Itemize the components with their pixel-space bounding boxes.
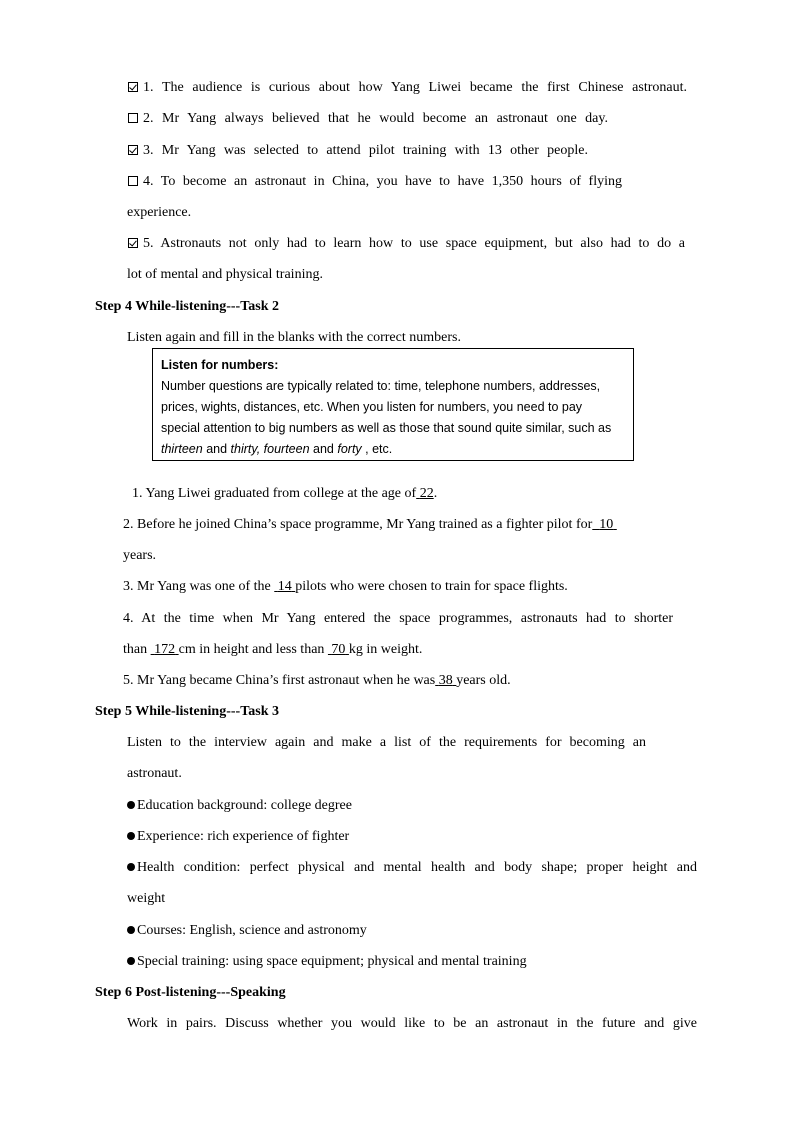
bullet-icon: [127, 863, 135, 871]
checked-box-icon[interactable]: [128, 145, 138, 155]
question-1: 1. Yang Liwei graduated from college at the age of 22.: [132, 486, 438, 501]
requirement-item: Health condition: perfect physical and mental health and body shape; proper height and: [127, 859, 697, 877]
tip-line-4: thirteen and thirty, fourteen and forty , etc.: [161, 442, 393, 456]
requirement-item: Courses: English, science and astronomy: [127, 922, 367, 940]
tip-box: [152, 348, 634, 461]
step4-instruction: Listen again and fill in the blanks with the correct numbers.: [127, 330, 461, 345]
answer-blank: 38: [438, 673, 453, 688]
checklist-item-1: 1. The audience is curious about how Yang Liwei became the first Chinese astronaut.: [128, 79, 687, 97]
bullet-icon: [127, 801, 135, 809]
tip-line-1: Number questions are typically related to: time, telephone numbers, addresses,: [161, 379, 601, 393]
checklist-item-5: 5. Astronauts not only had to learn how to use space equipment, but also had to do a: [128, 235, 685, 253]
tip-line-3: special attention to big numbers as well as those that sound quite similar, such as: [161, 421, 612, 435]
question-3: 3. Mr Yang was one of the 14 pilots who were chosen to train for space flights.: [123, 579, 568, 594]
step5-instruction: Listen to the interview again and make a list of the requirements for becoming an: [127, 735, 646, 750]
answer-blank: 22: [419, 486, 434, 501]
checked-box-icon[interactable]: [128, 238, 138, 248]
tip-title: Listen for numbers:: [161, 358, 279, 372]
checklist-item-3: 3. Mr Yang was selected to attend pilot training with 13 other people.: [128, 142, 588, 160]
answer-blank: 10: [599, 517, 614, 532]
question-2: 2. Before he joined China’s space programme, Mr Yang trained as a fighter pilot for 10: [123, 516, 617, 534]
question-5: 5. Mr Yang became China’s first astronaut when he was 38 years old.: [123, 673, 511, 688]
requirement-item: Experience: rich experience of fighter: [127, 828, 349, 846]
tip-line-2: prices, wights, distances, etc. When you listen for numbers, you need to pay: [161, 400, 583, 414]
step5-heading: Step 5 While-listening---Task 3: [95, 704, 279, 719]
checked-box-icon[interactable]: [128, 82, 138, 92]
requirement-item-cont: weight: [127, 891, 166, 906]
requirement-item: Special training: using space equipment; physical and mental training: [127, 953, 527, 971]
step6-heading: Step 6 Post-listening---Speaking: [95, 985, 286, 1000]
unchecked-box-icon[interactable]: [128, 113, 138, 123]
step6-instruction: Work in pairs. Discuss whether you would like to be an astronaut in the future and give: [127, 1016, 697, 1031]
bullet-icon: [127, 957, 135, 965]
question-2-cont: years.: [123, 548, 157, 563]
checklist-item-5-cont: lot of mental and physical training.: [127, 267, 323, 282]
unchecked-box-icon[interactable]: [128, 176, 138, 186]
question-4-cont: than 172 cm in height and less than 70 kg in weight.: [123, 642, 423, 657]
step4-heading: Step 4 While-listening---Task 2: [95, 299, 279, 314]
bullet-icon: [127, 926, 135, 934]
bullet-icon: [127, 832, 135, 840]
requirement-item: Education background: college degree: [127, 797, 352, 815]
checklist-item-4-cont: experience.: [127, 205, 192, 220]
checklist-item-4: 4. To become an astronaut in China, you have to have 1,350 hours of flying: [128, 173, 622, 191]
answer-blank: 70: [331, 642, 346, 657]
step5-instruction-cont: astronaut.: [127, 766, 182, 781]
answer-blank: 172: [154, 642, 176, 657]
checklist-item-2: 2. Mr Yang always believed that he would become an astronaut one day.: [128, 110, 608, 128]
answer-blank: 14: [277, 579, 292, 594]
question-4: 4. At the time when Mr Yang entered the space programmes, astronauts had to shorter: [123, 611, 673, 626]
